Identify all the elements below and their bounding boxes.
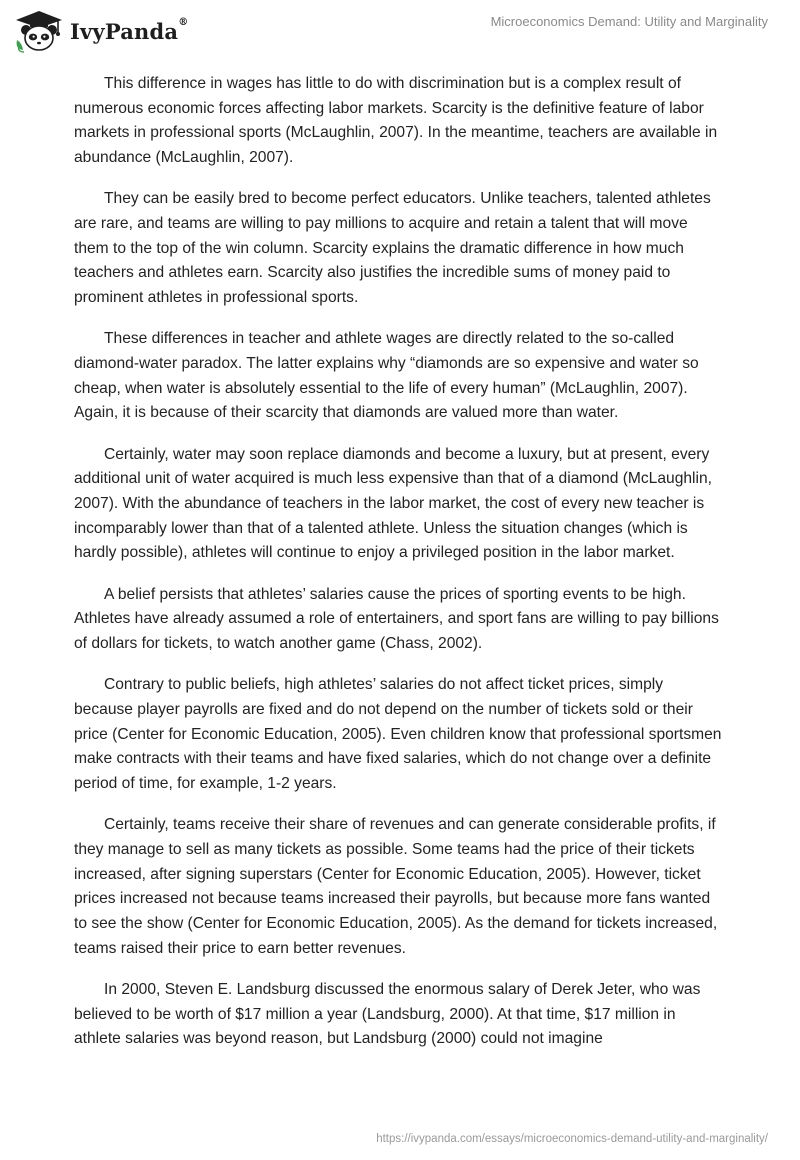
essay-body bbox=[74, 72, 722, 1069]
paragraph: These differences in teacher and athlete wages are directly related to the so-called diamond-water paradox. The latter explains why “diamonds are so expensive and water so cheap, when water is absolutely essential to the life of every human” (McLaughlin, 2007). Again, it is because of their scarcity that diamonds are valued more than water. bbox=[74, 330, 699, 422]
source-url[interactable]: https://ivypanda.com/essays/microeconomics-demand-utility-and-marginality/ bbox=[376, 1133, 768, 1145]
brand-logo[interactable] bbox=[14, 9, 188, 53]
document-title: Microeconomics Demand: Utility and Marginality bbox=[490, 14, 768, 29]
paragraph: A belief persists that athletes’ salaries cause the prices of sporting events to be high. Athletes have already assumed a role of entertainers, and sport fans are willing to pay billions of dollars for tickets, to watch another game (Chass, 2002). bbox=[74, 585, 719, 653]
page-header bbox=[0, 0, 800, 64]
paragraph: Certainly, water may soon replace diamonds and become a luxury, but at present, every additional unit of water acquired is much less expensive than that of a diamond (McLaughlin, 2007). With the abundance of teachers in the labor market, the cost of every new teacher is incomparably lower than that of a talented athlete. Unless the situation changes (which is hardly possible), athletes will continue to enjoy a privileged position in the labor market. bbox=[74, 445, 712, 562]
paragraph: This difference in wages has little to do with discrimination but is a complex result of numerous economic forces affecting labor markets. Scarcity is the definitive feature of labor markets in professional sports (McLaughlin, 2007). In the meantime, teachers are available in abundance (McLaughlin, 2007). bbox=[74, 75, 718, 167]
paragraph: In 2000, Steven E. Landsburg discussed the enormous salary of Derek Jeter, who was believed to be worth of $17 million a year (Landsburg, 2000). At that time, $17 million in athlete salaries was beyond reason, but Landsburg (2000) could not imagine bbox=[74, 981, 701, 1048]
paragraph: Certainly, teams receive their share of revenues and can generate considerable profits, if they manage to sell as many tickets as possible. Some teams had the price of their tickets increased, after signing superstars (Center for Economic Education, 2005). However, ticket prices increased not because teams increased their payrolls, but because more fans wanted to see the show (Center for Economic Education, 2005). As the demand for tickets increased, teams raised their price to earn better revenues. bbox=[74, 816, 718, 957]
paragraph: They can be easily bred to become perfect educators. Unlike teachers, talented athletes are rare, and teams are willing to pay millions to acquire and retain a talent that will move them to the top of the win column. Scarcity explains the dramatic difference in how much teachers and athletes earn. Scarcity also justifies the incredible sums of money paid to prominent athletes in professional sports. bbox=[74, 190, 711, 307]
brand-name: IvyPanda® bbox=[70, 16, 189, 44]
panda-graduation-cap-icon bbox=[14, 9, 64, 53]
paragraph: Contrary to public beliefs, high athletes’ salaries do not affect ticket prices, simply because player payrolls are fixed and do not depend on the number of tickets sold or their price (Center for Economic Education, 2005). Even children know that professional sportsmen make contracts with their teams and have fixed salaries, which do not change over a definite period of time, for example, 1-2 years. bbox=[74, 676, 722, 793]
